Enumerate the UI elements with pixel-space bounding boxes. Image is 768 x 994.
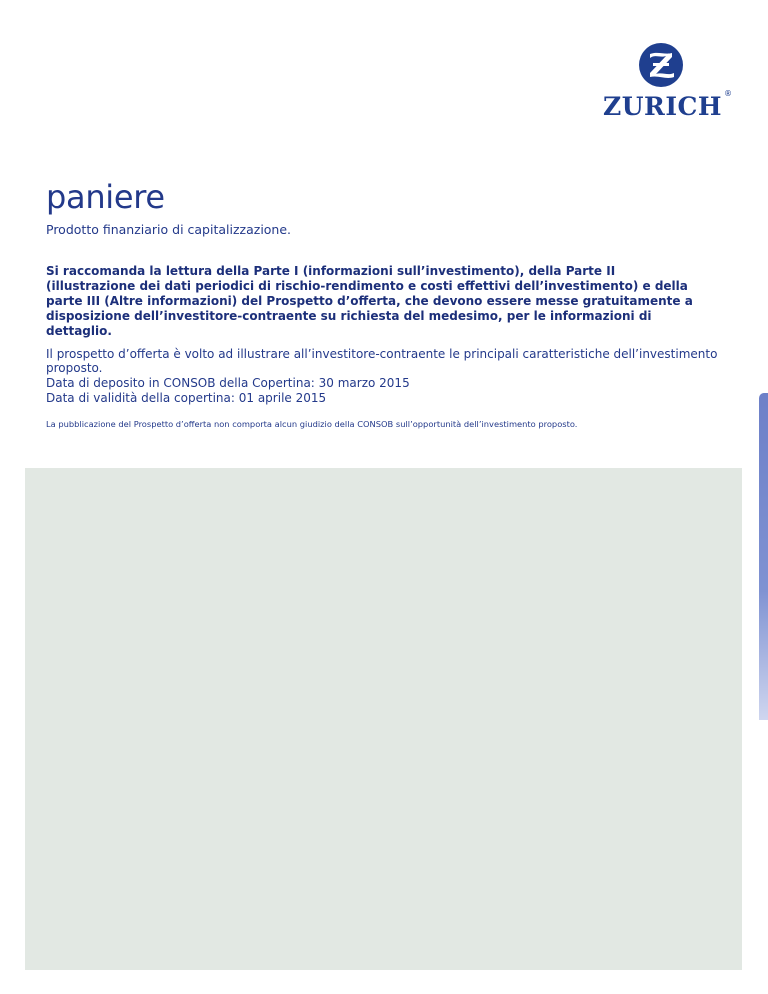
side-tab [759,393,768,720]
validity-date: Data di validità della copertina: 01 aprile 2015 [46,391,327,405]
deposit-date: Data di deposito in CONSOB della Copertina: 30 marzo 2015 [46,376,410,390]
recommendation-paragraph: Si raccomanda la lettura della Parte I (informazioni sull’investimento), della Parte II (illustrazione dei dati periodici di rischio-rendimento e costi effettivi dell’investimento) e della parte III (Altre informazioni) del Prospetto d’offerta, che devono essere messe gratuitamente a disposizione dell’investitore-contraente su richiesta del medesimo, per le informazioni di dettaglio. [46,264,693,338]
product-subtitle: Prodotto finanziario di capitalizzazione. [46,222,292,237]
intro-paragraph: Il prospetto d’offerta è volto ad illustrare all’investitore-contraente le principali caratteristiche dell’investimento proposto. [46,347,718,375]
brand-wordmark: ZURICH [603,92,723,121]
consob-disclaimer: La pubblicazione del Prospetto d’offerta non comporta alcun giudizio della CONSOB sull’opportunità dell’investimento proposto. [46,419,578,429]
dates-block [46,376,410,406]
zurich-logo [598,42,738,122]
zurich-z-icon [638,42,684,88]
cover-image-panel [25,468,742,970]
page-title: paniere [46,178,165,216]
registered-mark: ® [724,89,732,98]
